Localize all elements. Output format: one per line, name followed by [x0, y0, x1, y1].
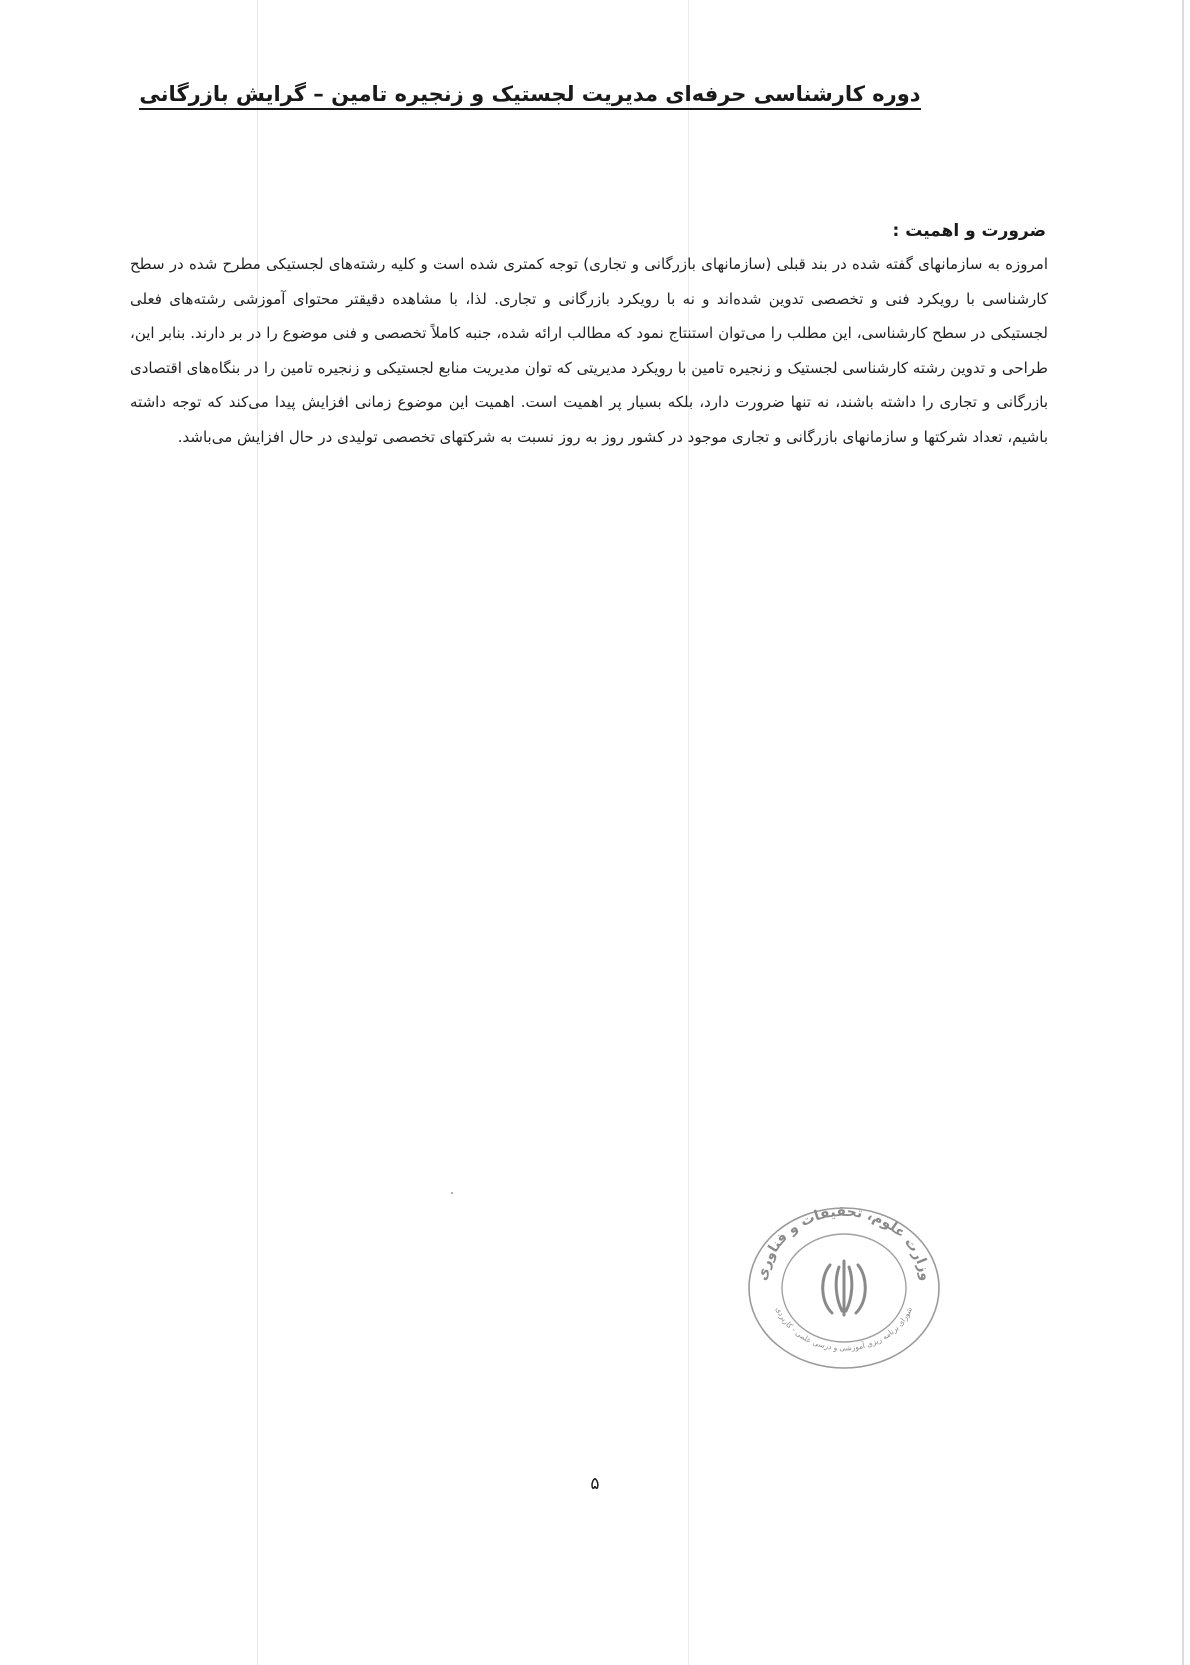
body-paragraph: امروزه به سازمانهای گفته شده در بند قبلی (سازمانهای بازرگانی و تجاری) توجه کمتری شده است و کلیه رشته‌های لجستیکی مطرح شده در سطح کارشناسی با رویکرد فنی و تخصصی تدوین شده‌اند و نه با رویکرد بازرگانی و تجاری. لذا، با مشاهده دقیقتر محتوای آموزشی رشته‌های فعلی لجستیکی در سطح کارشناسی، این مطلب را می‌توان استنتاج نمود که مطالب ارائه شده، جنبه کاملاً تخصصی و فنی موضوع را در بر دارند. بنابر این، طراحی و تدوین رشته کارشناسی لجستیک و زنجیره تامین با رویکرد مدیریتی که توان مدیریت منابع لجستیکی و زنجیره تامین را در بنگاه‌های اقتصادی بازرگانی و تجاری را داشته باشند، نه تنها ضرورت دارد، بلکه بسیار پر اهمیت است. اهمیت این موضوع زمانی افزایش پیدا می‌کند که توجه داشته باشیم، تعداد شرکتها و سازمانهای بازرگانی و تجاری موجود در کشور روز به روز نسبت به شرکتهای تخصصی تولیدی در حال افزایش می‌باشد.: [130, 255, 1048, 446]
stamp-inner-text: شورای برنامه ریزی آموزشی و درسی علمی - کاربردی: [773, 1305, 915, 1353]
stamp-outer-text: وزارت علوم، تحقیقات و فناوری: [754, 1203, 934, 1283]
page-number: ۵: [590, 1474, 600, 1494]
iran-emblem-icon: [823, 1261, 866, 1315]
section-heading: ضرورت و اهمیت :: [892, 221, 1046, 241]
scan-artifact-line: [1182, 0, 1184, 1665]
ministry-stamp: [744, 1203, 944, 1373]
document-title-text: دوره کارشناسی حرفه‌ای مدیریت لجستیک و زنجیره تامین – گرایش بازرگانی: [139, 82, 920, 110]
scan-speck: [451, 1192, 453, 1194]
document-title: [120, 78, 940, 110]
